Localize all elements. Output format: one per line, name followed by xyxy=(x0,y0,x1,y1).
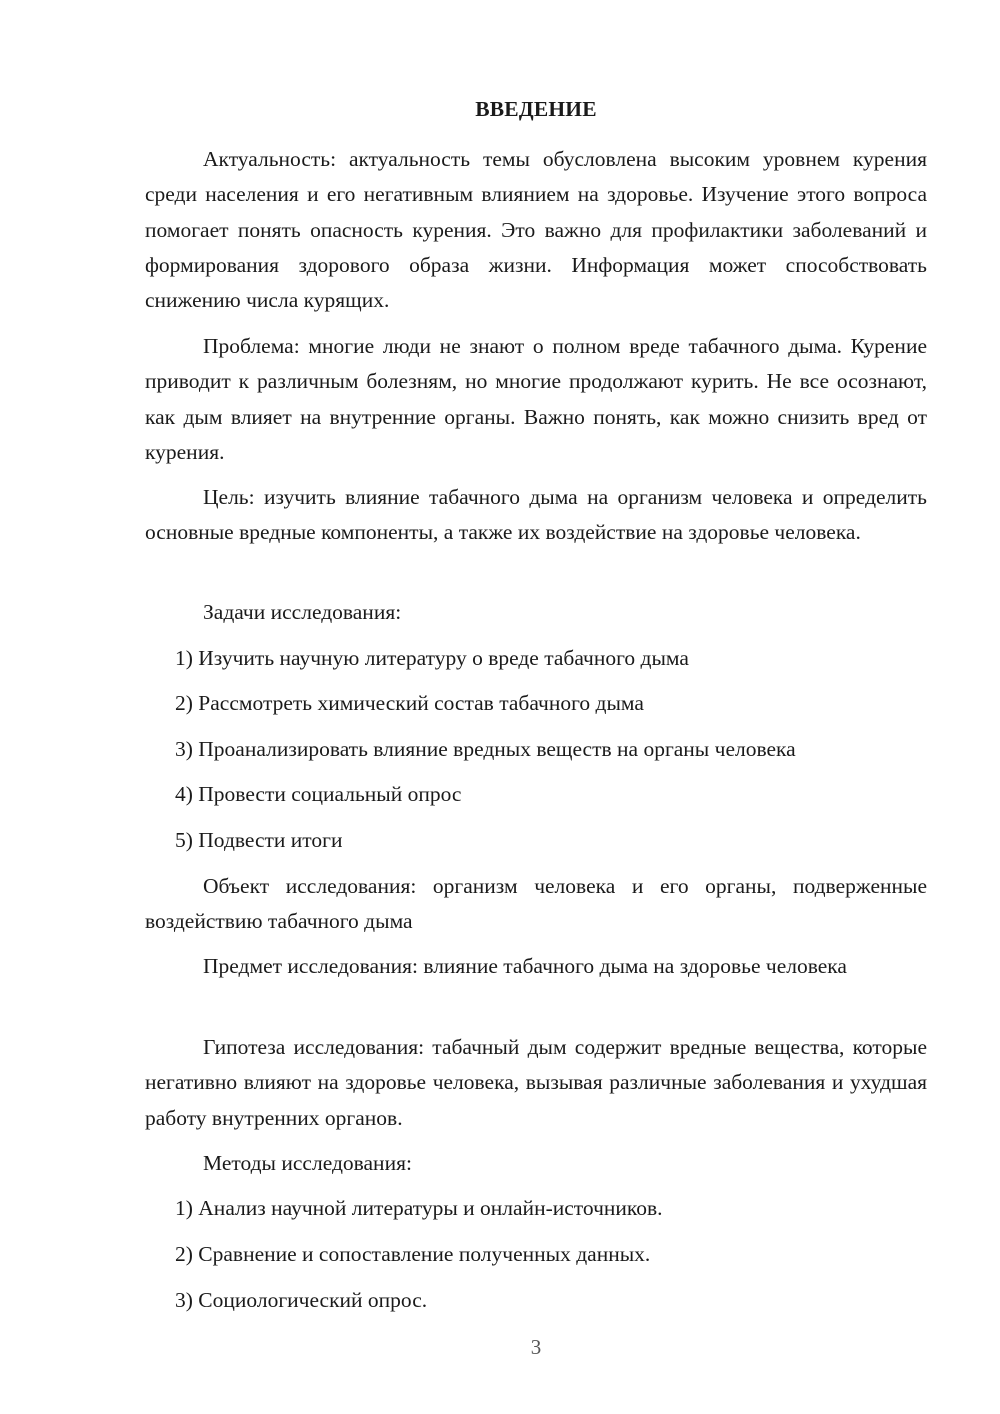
relevance-paragraph: Актуальность: актуальность темы обусловлена высоким уровнем курения среди населения и его негативным влиянием на здоровье. Изучение этого вопроса помогает понять опасность курения. Это важно для профилактики заболеваний и формирования здорового образа жизни. Информация может способствовать снижению числа курящих. xyxy=(145,147,927,313)
subject-block xyxy=(145,949,927,984)
page-number: 3 xyxy=(530,1335,542,1359)
page-title: ВВЕДЕНИЕ xyxy=(475,97,597,121)
tasks-list-item: 4) Провести социальный опрос xyxy=(175,782,462,806)
methods-list-item: 2) Сравнение и сопоставление полученных данных. xyxy=(175,1242,651,1266)
methods-item-3-block xyxy=(145,1283,927,1318)
object-block xyxy=(145,869,927,940)
tasks-item-3-block xyxy=(145,732,927,767)
tasks-item-1-block xyxy=(145,641,927,676)
object-paragraph: Объект исследования: организм человека и его органы, подверженные воздействию табачного дыма xyxy=(145,874,927,934)
methods-item-2-block xyxy=(145,1237,927,1272)
hypothesis-block xyxy=(145,1030,927,1136)
relevance-block xyxy=(145,142,927,318)
tasks-item-4-block xyxy=(145,777,927,812)
methods-list-item: 3) Социологический опрос. xyxy=(175,1288,428,1312)
goal-paragraph: Цель: изучить влияние табачного дыма на организм человека и определить основные вредные компоненты, а также их воздействие на здоровье человека. xyxy=(145,485,927,545)
tasks-heading-block xyxy=(145,595,927,630)
tasks-heading: Задачи исследования: xyxy=(203,600,402,624)
goal-block xyxy=(145,480,927,551)
tasks-item-2-block xyxy=(145,686,927,721)
hypothesis-paragraph: Гипотеза исследования: табачный дым содержит вредные вещества, которые негативно влияют на здоровье человека, вызывая различные заболевания и ухудшая работу внутренних органов. xyxy=(145,1035,927,1130)
tasks-list-item: 1) Изучить научную литературу о вреде табачного дыма xyxy=(175,646,689,670)
tasks-list-item: 3) Проанализировать влияние вредных веществ на органы человека xyxy=(175,737,796,761)
tasks-item-5-block xyxy=(145,823,927,858)
methods-heading: Методы исследования: xyxy=(203,1151,412,1175)
tasks-list-item: 2) Рассмотреть химический состав табачного дыма xyxy=(175,691,644,715)
problem-paragraph: Проблема: многие люди не знают о полном вреде табачного дыма. Курение приводит к различным болезням, но многие продолжают курить. Не все осознают, как дым влияет на внутренние органы. Важно понять, как можно снизить вред от курения. xyxy=(145,334,927,464)
subject-paragraph: Предмет исследования: влияние табачного дыма на здоровье человека xyxy=(203,954,847,978)
methods-heading-block xyxy=(145,1146,927,1181)
problem-block xyxy=(145,329,927,470)
methods-list-item: 1) Анализ научной литературы и онлайн-источников. xyxy=(175,1196,663,1220)
methods-item-1-block xyxy=(145,1191,927,1226)
tasks-list-item: 5) Подвести итоги xyxy=(175,828,343,852)
